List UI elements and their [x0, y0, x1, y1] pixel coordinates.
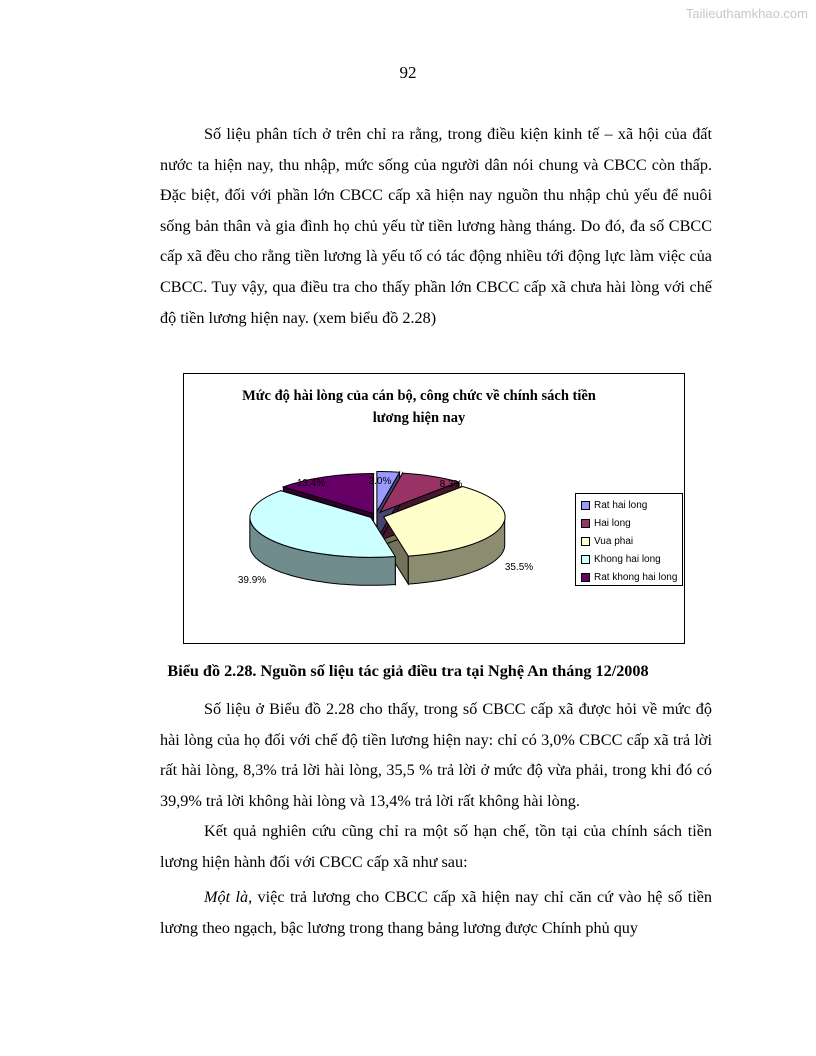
legend-swatch [581, 519, 590, 528]
data-label-hai-long: 8.3% [439, 479, 463, 490]
legend-swatch [581, 537, 590, 546]
legend-item-hai-long [581, 514, 682, 532]
data-label-rat-hai-long: 3.0% [368, 476, 392, 487]
paragraph-point-one [160, 882, 712, 943]
legend-item-rat-khong-hai-long [581, 568, 682, 586]
chart-title-line-1: Mức độ hài lòng của cán bộ, công chức về chính sách tiền [242, 388, 596, 404]
chart-title-line-2: lương hiện nay [372, 410, 466, 426]
legend-swatch [581, 555, 590, 564]
legend-label: Vua phai [594, 535, 634, 547]
legend-label: Rat khong hai long [594, 571, 678, 583]
paragraph-limitations: Kết quả nghiên cứu cũng chỉ ra một số hạn chế, tồn tại của chính sách tiền lương hiện hành đối với CBCC cấp xã như sau: [160, 822, 712, 871]
point-one-lead: Một là, [204, 888, 253, 906]
legend-item-khong-hai-long [581, 550, 682, 568]
chart-legend [575, 493, 683, 586]
legend-label: Rat hai long [594, 499, 648, 511]
paragraph-intro: Số liệu phân tích ở trên chỉ ra rằng, trong điều kiện kinh tế – xã hội của đất nước ta hiện nay, thu nhập, mức sống của người dân nói chung và CBCC còn thấp. Đặc biệt, đối với phần lớn CBCC cấp xã hiện nay nguồn thu nhập chủ yếu để nuôi sống bản thân và gia đình họ chủ yếu từ tiền lương hàng tháng. Do đó, đa số CBCC cấp xã đều cho rằng tiền lương là yếu tố có tác động nhiều tới động lực làm việc của CBCC. Tuy vậy, qua điều tra cho thấy phần lớn CBCC cấp xã chưa hài lòng với chế độ tiền lương hiện nay. (xem biểu đồ 2.28) [160, 125, 712, 327]
page-number: 92 [399, 63, 417, 82]
legend-swatch [581, 573, 590, 582]
data-label-rat-khong-hai-long: 13.4% [296, 478, 326, 489]
legend-label: Hai long [594, 517, 631, 529]
watermark: Tailieuthamkhao.com [685, 6, 808, 21]
data-label-vua-phai: 35.5% [504, 562, 534, 573]
data-label-khong-hai-long: 39.9% [237, 575, 267, 586]
chart-frame [183, 373, 685, 644]
paragraph-analysis: Số liệu ở Biểu đồ 2.28 cho thấy, trong số CBCC cấp xã được hỏi về mức độ hài lòng của họ đối với chế độ tiền lương hiện nay: chỉ có 3,0% CBCC cấp xã trả lời rất hài lòng, 8,3% trả lời hài lòng, 35,5 % trả lời ở mức độ vừa phải, trong khi đó có 39,9% trả lời không hài lòng và 13,4% trả lời rất không hài lòng. [160, 700, 712, 810]
legend-label: Khong hai long [594, 553, 661, 565]
figure-caption: Biểu đồ 2.28. Nguồn số liệu tác giả điều tra tại Nghệ An tháng 12/2008 [167, 662, 649, 680]
point-one-text: việc trả lương cho CBCC cấp xã hiện nay chỉ căn cứ vào hệ số tiền lương theo ngạch, bậc lương trong thang bảng lương được Chính phủ quy [160, 888, 712, 937]
legend-swatch [581, 501, 590, 510]
legend-item-vua-phai [581, 532, 682, 550]
legend-item-rat-hai-long [581, 496, 682, 514]
